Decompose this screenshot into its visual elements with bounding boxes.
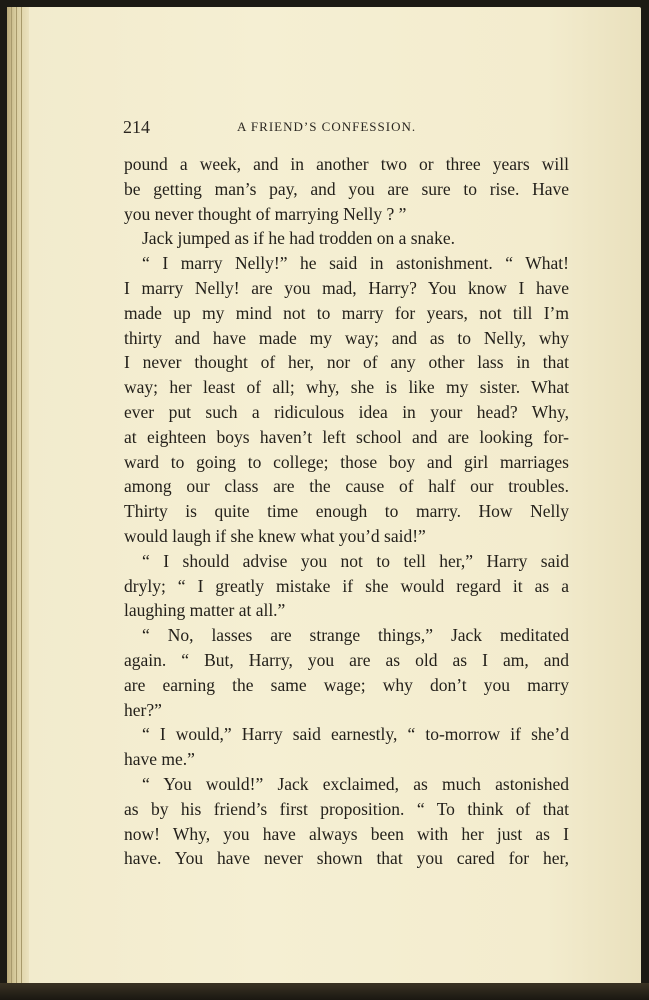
text-line: thirty and have made my way; and as to Nelly, why <box>124 327 569 348</box>
text-line: pound a week, and in another two or three years will <box>124 154 569 174</box>
text-line: “ I marry Nelly!” he said in astonishment. “ What! <box>142 253 569 274</box>
text-line: laughing matter at all.” <box>124 600 286 621</box>
text-line: you never thought of marrying Nelly ? ” <box>124 203 407 224</box>
page-spine <box>7 7 29 990</box>
page-number: 214 <box>123 117 150 137</box>
text-line: would laugh if she knew what you’d said!” <box>124 525 426 546</box>
text-line: I marry Nelly! are you mad, Harry? You know I have <box>124 277 569 298</box>
text-line: ward to going to college; those boy and girl marriages <box>124 451 569 472</box>
text-line: way; her least of all; why, she is like my sister. What <box>124 377 569 398</box>
body-text <box>124 152 569 871</box>
text-line: are earning the same wage; why don’t you marry <box>124 674 569 695</box>
running-title: A FRIEND’S CONFESSION. <box>237 119 417 134</box>
text-line: “ I would,” Harry said earnestly, “ to-morrow if she’d <box>142 724 569 745</box>
text-line: among our class are the cause of half our troubles. <box>124 476 569 497</box>
text-line: made up my mind not to marry for years, not till I’m <box>124 302 569 323</box>
text-line: now! Why, you have always been with her just as I <box>124 823 569 844</box>
text-line: have me.” <box>124 749 195 770</box>
text-line: “ No, lasses are strange things,” Jack meditated <box>142 625 569 646</box>
text-line: “ You would!” Jack exclaimed, as much astonished <box>142 773 569 794</box>
text-line: ever put such a ridiculous idea in your head? Why, <box>124 401 569 422</box>
text-line: I never thought of her, nor of any other lass in that <box>124 352 569 373</box>
spine-line <box>21 7 22 990</box>
text-line: be getting man’s pay, and you are sure to rise. Have <box>124 178 569 199</box>
text-line: “ I should advise you not to tell her,” Harry said <box>142 550 569 571</box>
text-line: at eighteen boys haven’t left school and are looking for- <box>124 426 569 447</box>
text-line: her?” <box>124 699 162 720</box>
text-line: as by his friend’s first proposition. “ To think of that <box>124 798 569 819</box>
book-page <box>7 7 641 990</box>
spine-line <box>16 7 17 990</box>
page-header <box>117 113 572 143</box>
text-line: have. You have never shown that you cared for her, <box>124 848 569 869</box>
text-line: again. “ But, Harry, you are as old as I am, and <box>124 649 569 670</box>
page-bottom-edge <box>0 983 649 1000</box>
text-line: Thirty is quite time enough to marry. How Nelly <box>124 501 569 522</box>
text-line: Jack jumped as if he had trodden on a snake. <box>142 228 455 249</box>
spine-line <box>11 7 12 990</box>
text-line: dryly; “ I greatly mistake if she would regard it as a <box>124 575 569 596</box>
